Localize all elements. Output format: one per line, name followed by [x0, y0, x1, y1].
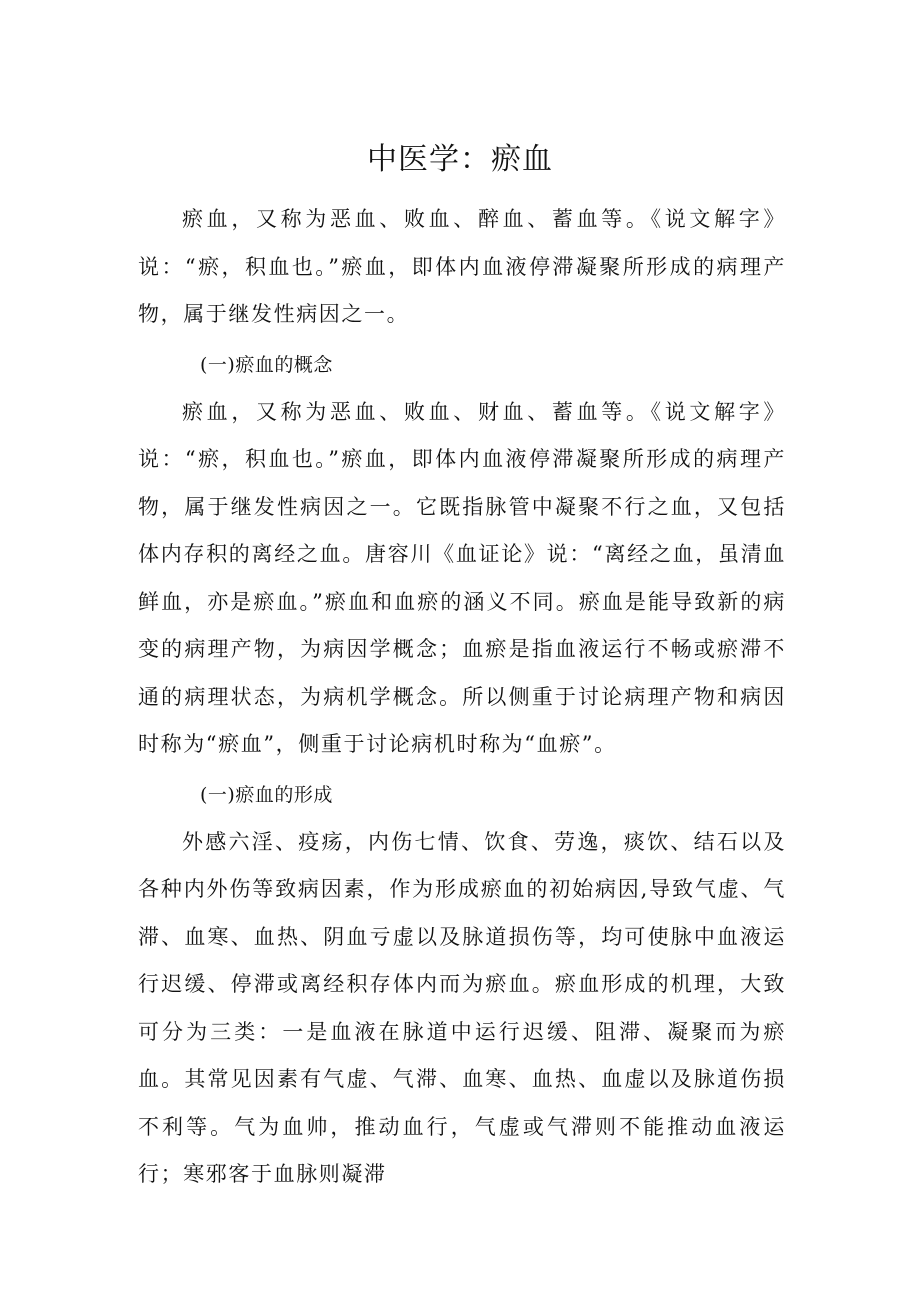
- page-title: 中医学：瘀血: [367, 142, 553, 177]
- intro-paragraph: 瘀血，又称为恶血、败血、醉血、蓄血等。《说文解字》说：“瘀，积血也。”瘀血，即体内血液停滞凝聚所形成的病理产物，属于继发性病因之一。: [138, 207, 786, 326]
- section-heading-formation: (一)瘀血的形成: [200, 783, 333, 806]
- document-body: [138, 196, 786, 1201]
- concept-paragraph: 瘀血，又称为恶血、败血、财血、蓄血等。《说文解字》说：“瘀，积血也。”瘀血，即体内血液停滞凝聚所形成的病理产物，属于继发性病因之一。它既指脉管中凝聚不行之血，又包括体内存积的离经之血。唐容川《血证论》说：“离经之血，虽清血鲜血，亦是瘀血。”瘀血和血瘀的涵义不同。瘀血是能导致新的病变的病理产物，为病因学概念；血瘀是指血液运行不畅或瘀滞不通的病理状态，为病机学概念。所以侧重于讨论病理产物和病因时称为“瘀血”，侧重于讨论病机时称为“血瘀”。: [138, 399, 786, 756]
- section-heading-concept: (一)瘀血的概念: [200, 353, 333, 376]
- formation-paragraph: 外感六淫、疫疡，内伤七情、饮食、劳逸，痰饮、结石以及各种内外伤等致病因素，作为形成瘀血的初始病因,导致气虚、气滞、血寒、血热、阴血亏虚以及脉道损伤等，均可使脉中血液运行迟缓、停滞或离经积存体内而为瘀血。瘀血形成的机理，大致可分为三类：一是血液在脉道中运行迟缓、阻滞、凝聚而为瘀血。其常见因素有气虚、气滞、血寒、血热、血虚以及脉道伤损不利等。气为血帅，推动血行，气虚或气滞则不能推动血液运行；寒邪客于血脉则凝滞: [138, 829, 786, 1186]
